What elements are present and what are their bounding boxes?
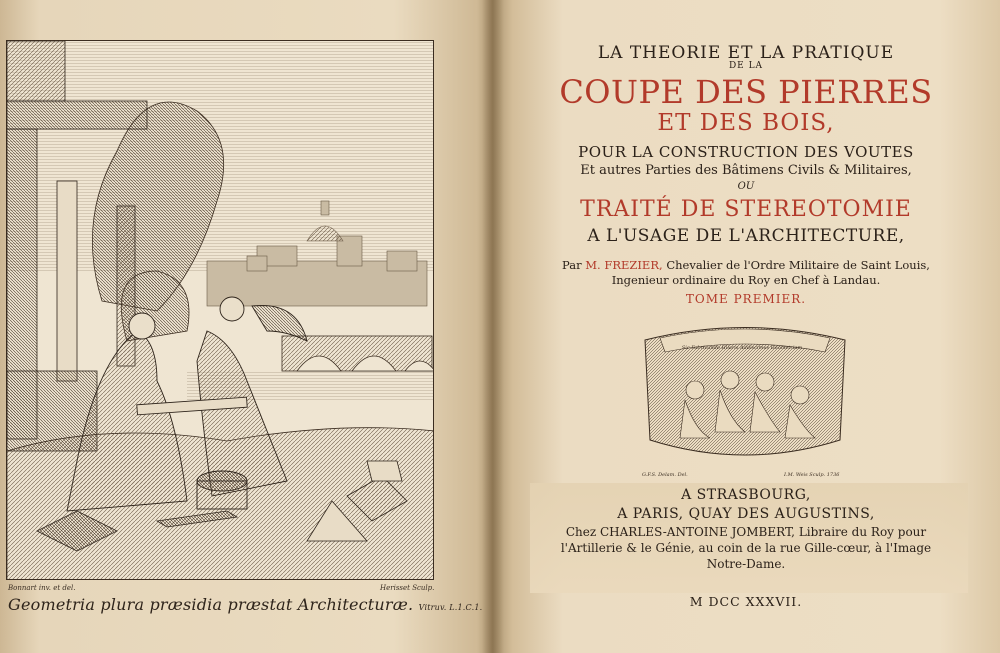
- title-line-usage: A L'USAGE DE L'ARCHITECTURE,: [587, 226, 905, 246]
- title-line-de-la: DE LA: [728, 61, 764, 71]
- title-line-theorie: LA THEORIE ET LA PRATIQUE: [597, 43, 895, 63]
- title-page: [492, 0, 1000, 653]
- title-line-ou: OU: [737, 181, 755, 192]
- imprint-publisher: Chez CHARLES-ANTOINE JOMBERT, Libraire du Roy pour: [565, 525, 927, 539]
- frontispiece-engraving: [6, 40, 434, 580]
- title-line-parties: Et autres Parties des Bâtimens Civils & Militaires,: [580, 163, 912, 178]
- imprint-paris: A PARIS, QUAY DES AUGUSTINS,: [617, 506, 875, 522]
- artist-credit: Bonnart inv. et del.: [8, 584, 76, 592]
- left-page: [0, 0, 492, 653]
- motto-text: Geometria plura præsidia præstat Architecturæ.: [8, 595, 414, 614]
- title-line-construction: POUR LA CONSTRUCTION DES VOUTES: [578, 143, 914, 161]
- title-line-bois: ET DES BOIS,: [657, 110, 835, 136]
- author-title-line2: Ingenieur ordinaire du Roy en Chef à Landau.: [611, 273, 881, 287]
- title-line-coupe: COUPE DES PIERRES: [559, 73, 933, 111]
- book-gutter: [482, 0, 504, 653]
- title-line-traite: TRAITÉ DE STEREOTOMIE: [580, 197, 912, 222]
- engraver-credit: Herisset Sculp.: [380, 584, 435, 592]
- volume-label: TOME PREMIER.: [685, 292, 807, 306]
- imprint-address: l'Artillerie & le Génie, au coin de la rue Gille-cœur, à l'Image: [560, 541, 932, 555]
- author-line: [492, 258, 1000, 272]
- imprint-year: M DCC XXXVII.: [689, 594, 803, 609]
- author-title: Chevalier de l'Ordre Militaire de Saint Louis,: [666, 258, 930, 272]
- vignette-credit-right: I.M. Weis Sculp. 1736: [784, 472, 840, 478]
- author-prefix: Par: [562, 258, 582, 272]
- plate-motto: [8, 595, 483, 614]
- title-vignette: [635, 320, 855, 470]
- motto-reference: Vitruv. L.1.C.1.: [418, 603, 483, 612]
- imprint-sign: Notre-Dame.: [706, 557, 786, 571]
- author-name: M. FREZIER,: [585, 258, 663, 272]
- vignette-credit-left: G.F.S. Delam. Del.: [642, 472, 688, 478]
- imprint-strasbourg: A STRASBOURG,: [681, 487, 811, 503]
- vignette-motto: Sic Fabricando Hilaris Addiscimus Geometriam: [681, 345, 803, 351]
